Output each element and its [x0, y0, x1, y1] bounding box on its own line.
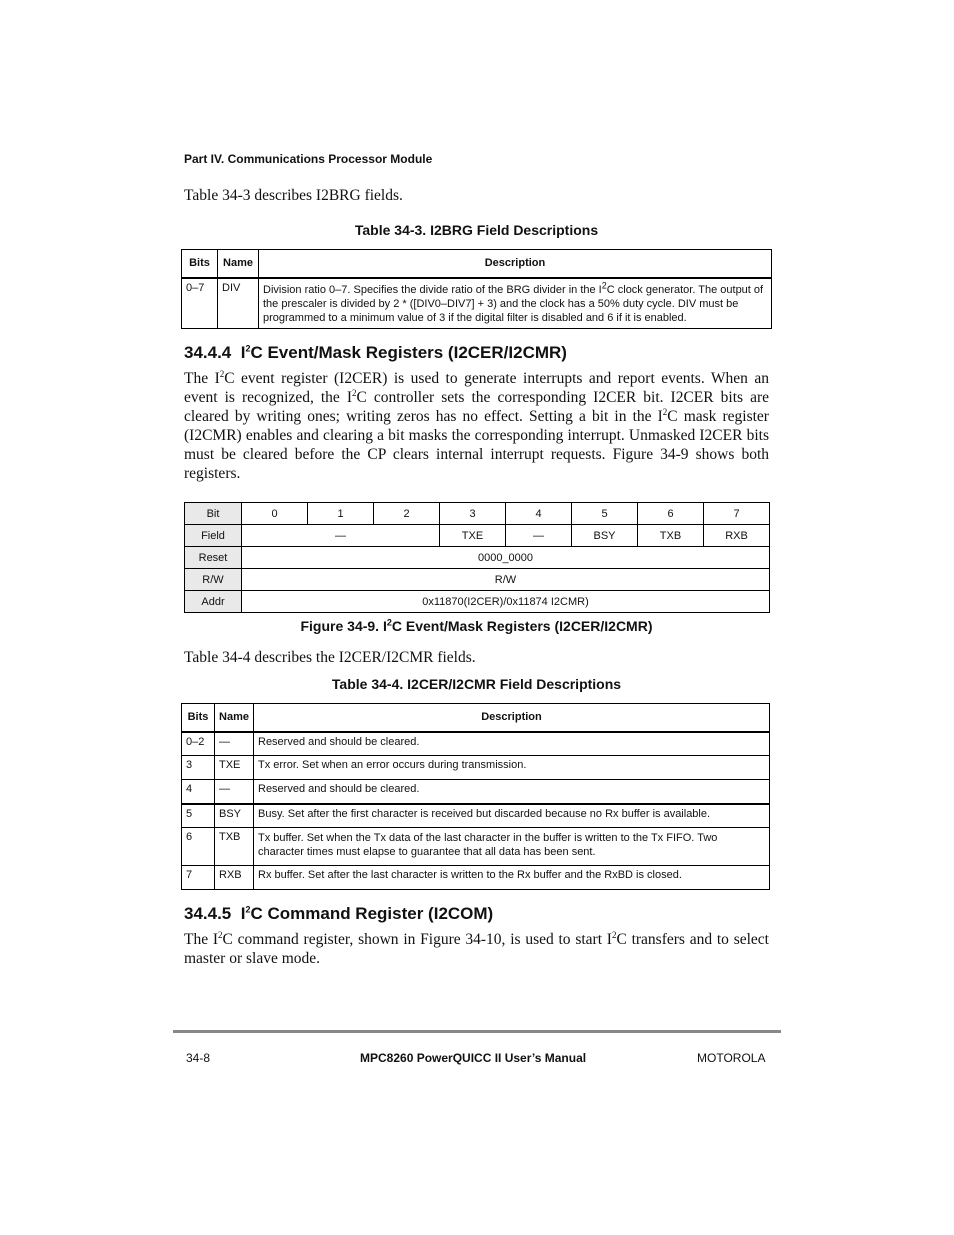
col-header-bits: Bits — [182, 704, 215, 732]
table-row — [182, 804, 770, 828]
cell-description: Busy. Set after the first character is received but discarded because no Rx buffer is available. — [254, 804, 770, 828]
bit-number: 2 — [374, 503, 440, 525]
cell-name: — — [215, 732, 254, 756]
field-bsy: BSY — [572, 525, 638, 547]
manual-title: MPC8260 PowerQUICC II User’s Manual — [360, 1051, 587, 1065]
section-heading-2: 34.4.5 $I^2C$ Command Register (I2COM) — [184, 904, 494, 923]
field-reserved-4: — — [506, 525, 572, 547]
cell-description: Division ratio 0–7. Specifies the divide ratio of the BRG divider in the $I^2C$ clock generator. The output of the prescaler is divided by 2 * ([DIV0–DIV7] + 3) and the clock has a 50% duty cycle. DIV must be programmed to a minimum value of 3 if the digital filter is disabled and 6 if it is enabled. — [259, 278, 772, 329]
cell-bits: 7 — [182, 866, 215, 890]
figure-caption: Figure 34-9. $I^2C$ Event/Mask Registers (I2CER/I2CMR) — [300, 617, 653, 634]
col-header-description: Description — [259, 250, 772, 278]
bit-number: 3 — [440, 503, 506, 525]
table1-caption: Table 34-3. I2BRG Field Descriptions — [354, 222, 599, 238]
cell-name: — — [215, 780, 254, 804]
bit-number: 7 — [704, 503, 770, 525]
register-diagram — [184, 502, 770, 613]
cell-bits: 3 — [182, 756, 215, 780]
field-txb: TXB — [638, 525, 704, 547]
field-reserved-0-2: — — [242, 525, 440, 547]
cell-name: TXB — [215, 828, 254, 866]
reg-label-field: Field — [185, 525, 242, 547]
section-number: 34.4.5 — [184, 904, 232, 923]
cell-description: Tx error. Set when an error occurs during transmission. — [254, 756, 770, 780]
table-row — [182, 828, 770, 866]
paragraph-1: The $I^2C$ event register (I2CER) is used to generate interrupts and report events. When an event is recognized, the $I^2C$ controller sets the corresponding I2CER bit. I2CER bits are cleared by writing ones; writing zeros has no effect. Setting a bit in the $I^2C$ mask register (I2CMR) enables and clearing a bit masks the corresponding interrupt. Unmasked I2CER bits must be cleared before the CP clears internal interrupt requests. Figure 34-9 shows both registers. — [184, 368, 769, 482]
reg-label-addr: Addr — [185, 591, 242, 613]
section-number: 34.4.4 — [184, 343, 232, 362]
intro-text-1: Table 34-3 describes I2BRG fields. — [184, 187, 403, 204]
cell-name: RXB — [215, 866, 254, 890]
bit-number: 0 — [242, 503, 308, 525]
paragraph-2: The $I^2C$ command register, shown in Figure 34-10, is used to start $I^2C$ transfers and to select master or slave mode. — [184, 929, 769, 967]
cell-description: Reserved and should be cleared. — [254, 732, 770, 756]
cell-description: Reserved and should be cleared. — [254, 780, 770, 804]
col-header-name: Name — [218, 250, 259, 278]
rw-value: R/W — [242, 569, 770, 591]
col-header-name: Name — [215, 704, 254, 732]
bit-number: 5 — [572, 503, 638, 525]
intro-text-2: Table 34-4 describes the I2CER/I2CMR fields. — [184, 649, 476, 666]
brand-name: MOTOROLA — [697, 1051, 766, 1065]
cell-bits: 6 — [182, 828, 215, 866]
cell-description: Tx buffer. Set when the Tx data of the last character in the buffer is written to the Tx FIFO. Two character times must elapse to guarantee that all data has been sent. — [254, 828, 770, 866]
col-header-description: Description — [254, 704, 770, 732]
running-header: Part IV. Communications Processor Module — [184, 152, 433, 166]
addr-value: 0x11870(I2CER)/0x11874 I2CMR) — [242, 591, 770, 613]
table-row — [182, 732, 770, 756]
field-txe: TXE — [440, 525, 506, 547]
cell-name: BSY — [215, 804, 254, 828]
table2-caption: Table 34-4. I2CER/I2CMR Field Descriptions — [331, 676, 622, 692]
cell-bits: 5 — [182, 804, 215, 828]
table-row — [182, 866, 770, 890]
cell-bits: 0–7 — [182, 278, 218, 329]
page-number: 34-8 — [186, 1051, 211, 1065]
reg-label-rw: R/W — [185, 569, 242, 591]
field-rxb: RXB — [704, 525, 770, 547]
bit-number: 4 — [506, 503, 572, 525]
table-i2brg — [181, 249, 772, 329]
reg-label-reset: Reset — [185, 547, 242, 569]
reset-value: 0000_0000 — [242, 547, 770, 569]
bit-number: 1 — [308, 503, 374, 525]
cell-name: TXE — [215, 756, 254, 780]
table-row — [182, 756, 770, 780]
table-row — [182, 278, 772, 329]
table-i2cer-fields — [181, 703, 770, 890]
cell-bits: 0–2 — [182, 732, 215, 756]
table-row — [182, 780, 770, 804]
col-header-bits: Bits — [182, 250, 218, 278]
bit-number: 6 — [638, 503, 704, 525]
footer-rule — [173, 1030, 781, 1033]
reg-label-bit: Bit — [185, 503, 242, 525]
cell-description: Rx buffer. Set after the last character is written to the Rx buffer and the RxBD is closed. — [254, 866, 770, 890]
cell-bits: 4 — [182, 780, 215, 804]
cell-name: DIV — [218, 278, 259, 329]
section-heading-1: 34.4.4 $I^2C$ Event/Mask Registers (I2CER/I2CMR) — [184, 343, 567, 362]
